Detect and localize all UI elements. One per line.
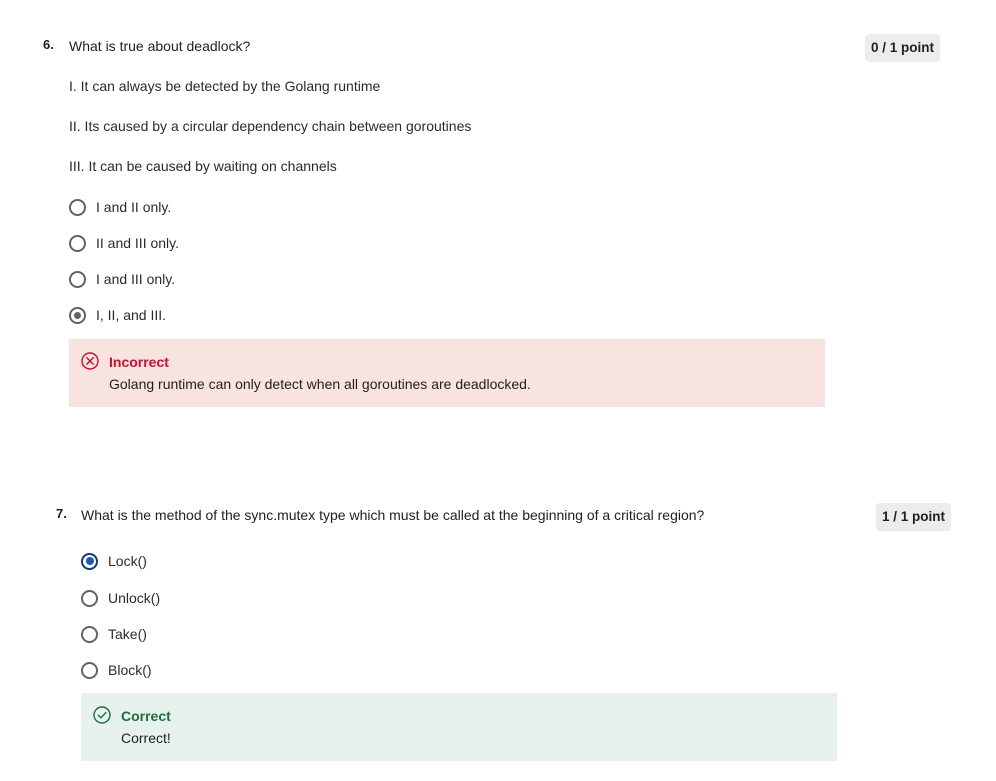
option-label: I and III only. <box>96 271 176 287</box>
points-badge: 0 / 1 point <box>865 34 940 62</box>
radio-selected-icon[interactable] <box>69 307 86 324</box>
feedback-status: Incorrect <box>109 354 169 370</box>
radio-selected-icon[interactable] <box>81 553 98 570</box>
radio-unselected-icon[interactable] <box>81 662 98 679</box>
question-text: What is true about deadlock? <box>69 38 251 54</box>
radio-unselected-icon[interactable] <box>69 271 86 288</box>
option-radio[interactable] <box>81 587 160 609</box>
option-radio[interactable] <box>69 268 175 290</box>
question-number: 7. <box>56 506 67 521</box>
feedback-status: Correct <box>121 708 171 724</box>
option-radio[interactable] <box>69 232 179 254</box>
option-label: Take() <box>108 626 147 642</box>
question-number: 6. <box>43 37 54 52</box>
option-label: I and II only. <box>96 199 172 215</box>
option-radio-selected[interactable] <box>81 550 147 572</box>
option-label: Unlock() <box>108 590 161 606</box>
x-circle-icon <box>81 352 99 370</box>
radio-unselected-icon[interactable] <box>81 590 98 607</box>
radio-unselected-icon[interactable] <box>69 199 86 216</box>
option-radio[interactable] <box>69 196 171 218</box>
radio-unselected-icon[interactable] <box>69 235 86 252</box>
feedback-message: Golang runtime can only detect when all goroutines are deadlocked. <box>109 376 531 392</box>
option-label: Block() <box>108 662 152 678</box>
check-circle-icon <box>93 706 111 724</box>
statement-3: III. It can be caused by waiting on channels <box>69 158 337 174</box>
statement-1: I. It can always be detected by the Golang runtime <box>69 78 381 94</box>
statement-2: II. Its caused by a circular dependency chain between goroutines <box>69 118 472 134</box>
question-text: What is the method of the sync.mutex type which must be called at the beginning of a critical region? <box>81 507 705 523</box>
feedback-message: Correct! <box>121 730 171 746</box>
option-radio-selected[interactable] <box>69 304 166 326</box>
feedback-incorrect <box>69 339 825 407</box>
points-badge: 1 / 1 point <box>876 503 951 531</box>
option-label: II and III only. <box>96 235 180 251</box>
feedback-correct <box>81 693 837 761</box>
option-radio[interactable] <box>81 659 152 681</box>
option-label: I, II, and III. <box>96 307 167 323</box>
option-radio[interactable] <box>81 623 147 645</box>
option-label: Lock() <box>108 553 147 569</box>
radio-unselected-icon[interactable] <box>81 626 98 643</box>
